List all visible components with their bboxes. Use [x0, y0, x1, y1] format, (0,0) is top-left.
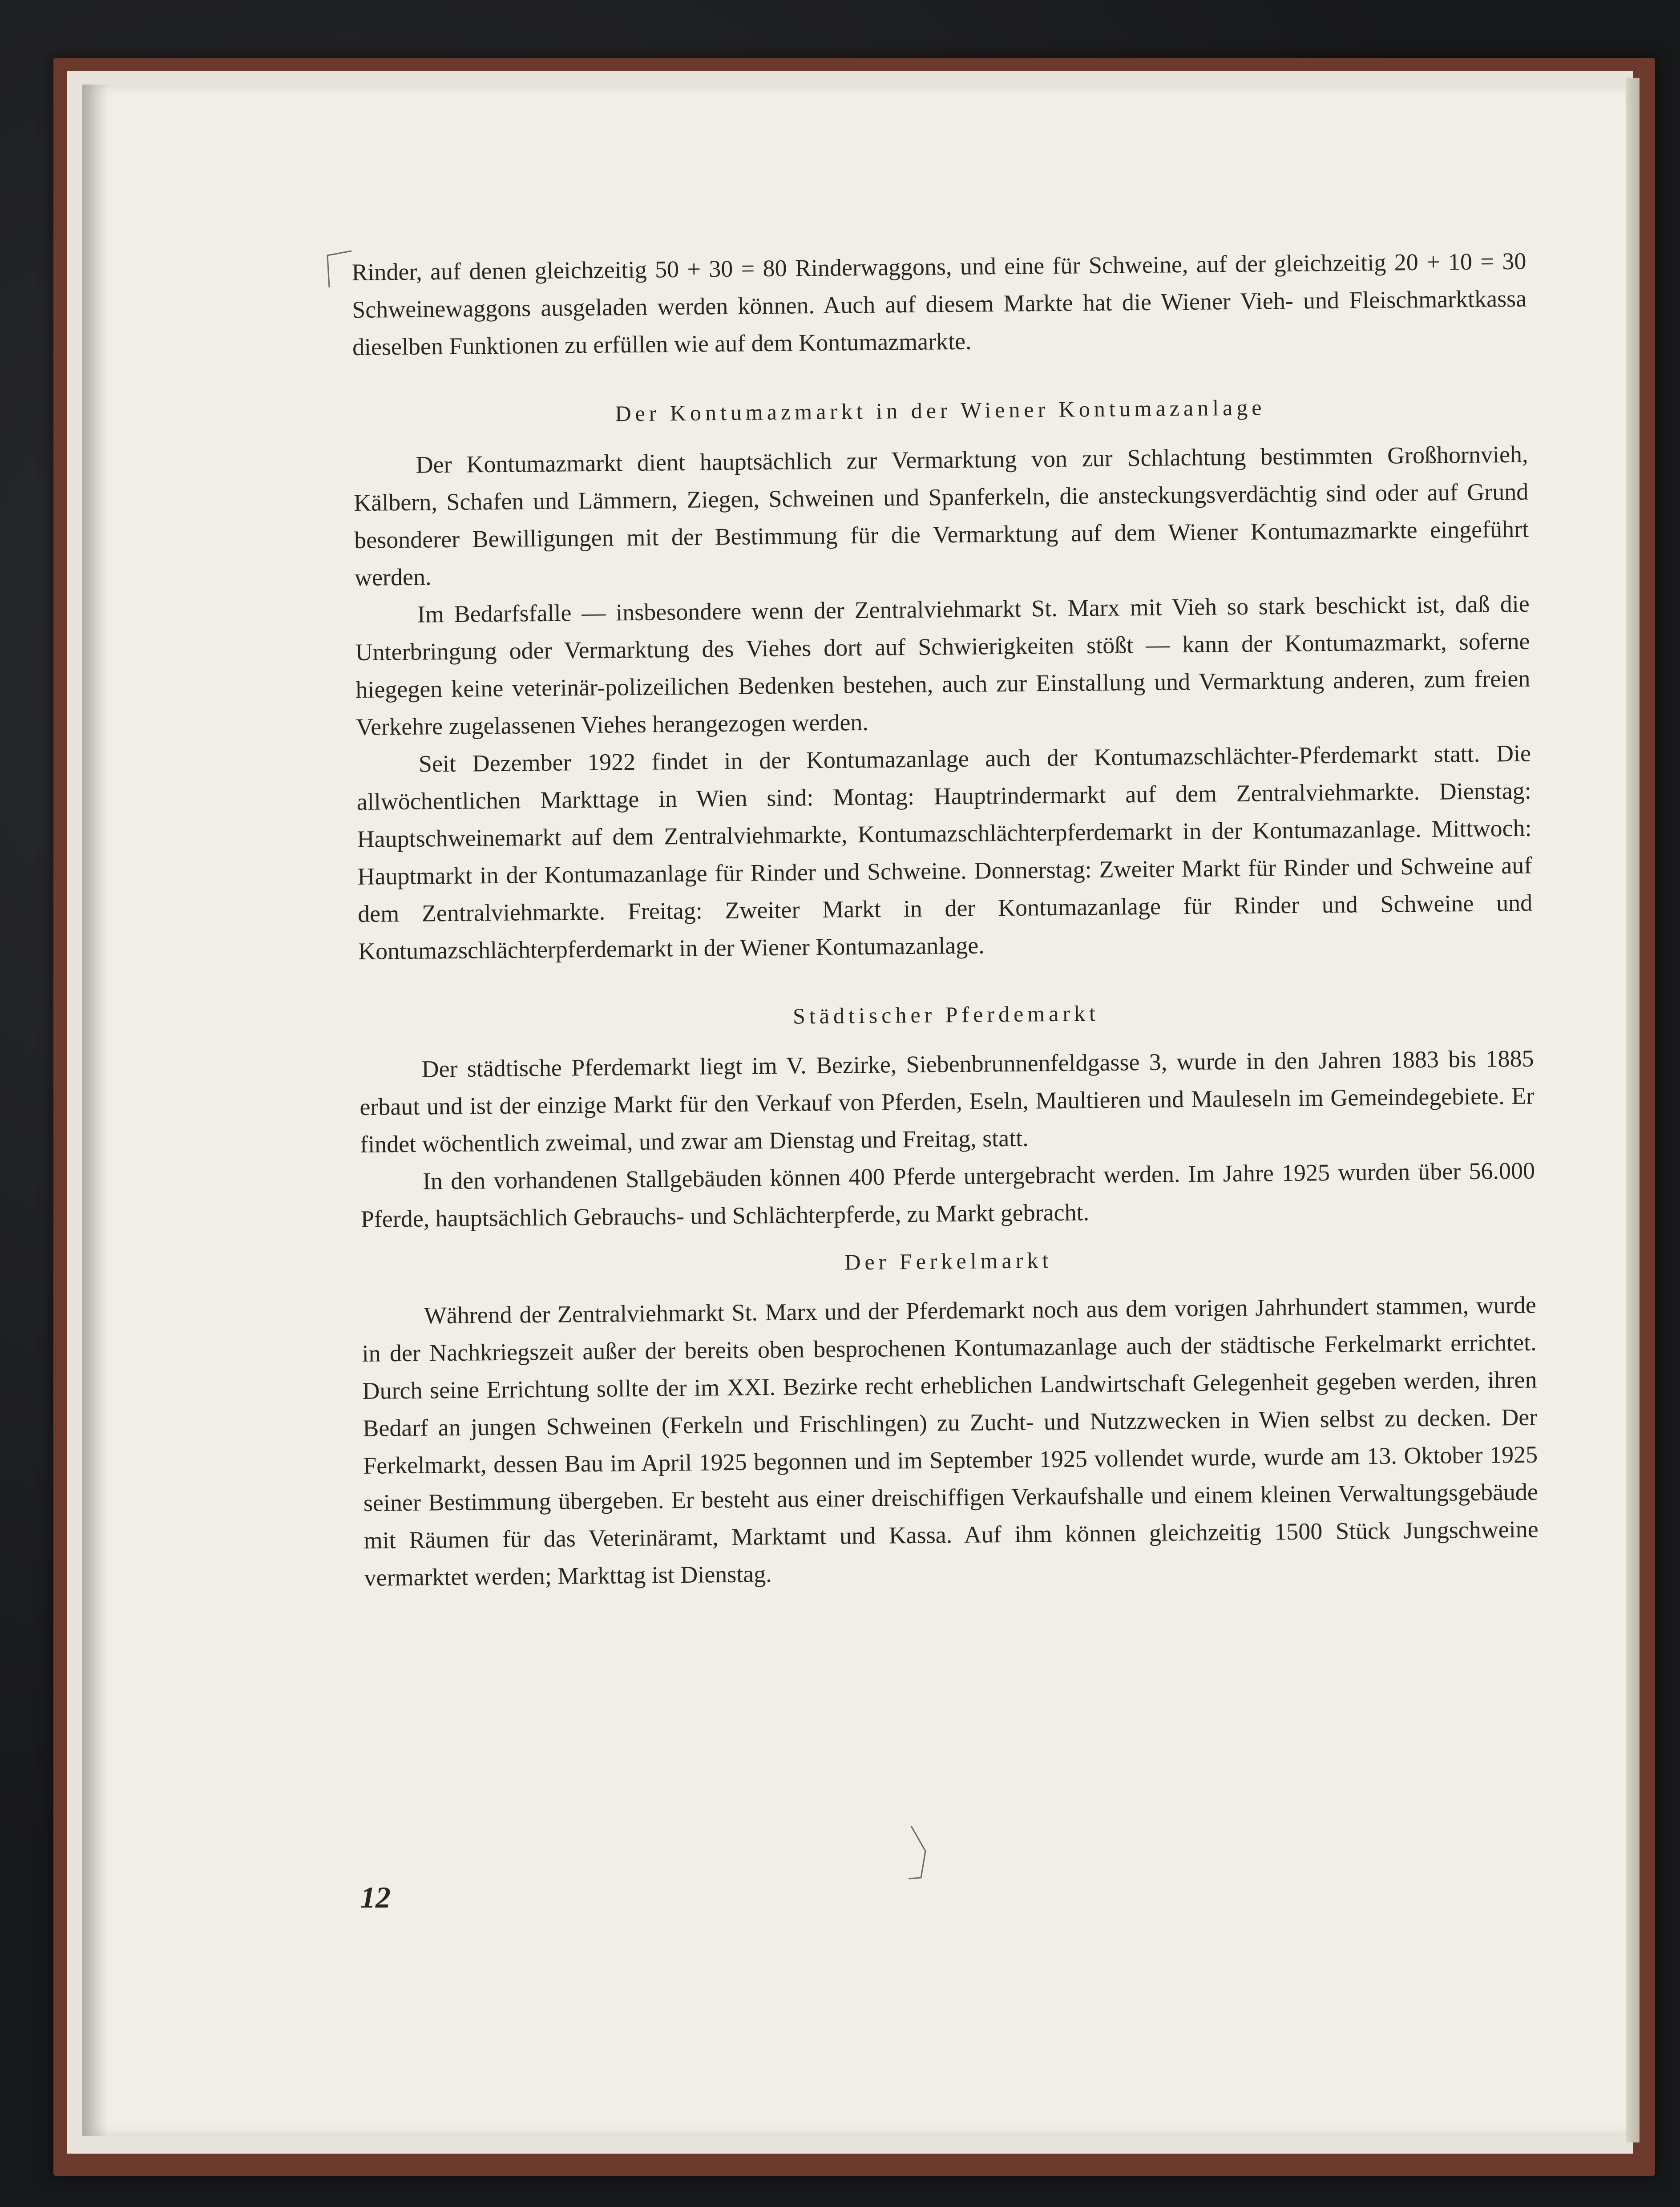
- paragraph: Während der Zentralviehmarkt St. Marx und der Pferdemarkt noch aus dem vorigen Jahrhundert stammen, wurde in der Nachkriegszeit außer der bereits oben besprochenen Kontumazanlage auch der städtische Ferkelmarkt errichtet. Durch seine Errichtung sollte der im XXI. Bezirke recht erheblichen Landwirtschaft Gelegenheit gegeben werden, ihren Bedarf an jungen Schweinen (Ferkeln und Frischlingen) zu Zucht- und Nutzzwecken in Wien selbst zu decken. Der Ferkelmarkt, dessen Bau im April 1925 begonnen und im September 1925 vollendet wurde, wurde am 13. Oktober 1925 seiner Bestimmung übergeben. Er besteht aus einer dreischiffigen Verkaufshalle und einem kleinen Verwaltungsgebäude mit Räumen für das Veterinäramt, Marktamt und Kassa. Auf ihm können gleichzeitig 1500 Stück Jungschweine vermarktet werden; Markttag ist Dienstag.: [362, 1291, 1539, 1591]
- gutter-shadow: [82, 85, 109, 2136]
- paragraph: Seit Dezember 1922 findet in der Kontumazanlage auch der Kontumazschlächter-Pferdemarkt statt. Die allwöchentlichen Markttage in Wien sind: Montag: Hauptrindermarkt auf dem Zentralviehmarkte. Dienstag: Hauptschweinemarkt auf dem Zentralviehmarkte, Kontumazschlächterpferdemarkt in der Kontumazanlage. Mittwoch: Hauptmarkt in der Kontumazanlage für Rinder und Schweine. Donnerstag: Zweiter Markt für Rinder und Schweine auf dem Zentralviehmarkte. Freitag: Zweiter Markt in der Kontumazanlage für Rinder und Schweine und Kontumazschlächterpferdemarkt in der Wiener Kontumazanlage.: [356, 740, 1533, 965]
- page-edge: [1626, 78, 1640, 2142]
- section-heading-pferdemarkt: Städtischer Pferdemarkt: [792, 1000, 1100, 1029]
- paragraph: Der Kontumazmarkt dient hauptsächlich zur Vermarktung von zur Schlachtung bestimmten Großhornvieh, Kälbern, Schafen und Lämmern, Ziegen, Schweinen und Spanferkeln, die ansteckungsverdächtig sind oder auf Grund besonderer Bewilligungen mit der Bestimmung für die Vermarktung auf dem Wiener Kontumazmarkte eingeführt werden.: [354, 441, 1529, 591]
- paragraph: Im Bedarfsfalle — insbesondere wenn der Zentralviehmarkt St. Marx mit Vieh so stark beschickt ist, daß die Unterbringung oder Vermarktung des Viehes dort auf Schwierigkeiten stößt — kann der Kontumazmarkt, soferne hiegegen keine veterinär-polizeilichen Bedenken bestehen, auch zur Einstallung und Vermarktung anderen, zum freien Verkehre zugelassenen Viehes herangezogen werden.: [355, 590, 1531, 740]
- pencil-bracket-end: [908, 1824, 939, 1882]
- page-number: 12: [360, 1880, 391, 1914]
- section-heading-kontumazmarkt: Der Kontumazmarkt in der Wiener Kontumazanlage: [615, 395, 1266, 426]
- paragraph: Der städtische Pferdemarkt liegt im V. Bezirke, Siebenbrunnenfeldgasse 3, wurde in den Jahren 1883 bis 1885 erbaut und ist der einzige Markt für den Verkauf von Pferden, Eseln, Maultieren und Mauleseln im Gemeindegebiete. Er findet wöchentlich zweimal, und zwar am Dienstag und Freitag, statt.: [359, 1045, 1535, 1158]
- paragraph: In den vorhandenen Stallgebäuden können 400 Pferde untergebracht werden. Im Jahre 1925 wurden über 56.000 Pferde, hauptsächlich Gebrauchs- und Schlächterpferde, zu Markt gebracht.: [360, 1157, 1535, 1233]
- section-heading-ferkelmarkt: Der Ferkelmarkt: [844, 1247, 1053, 1275]
- intro-paragraph: Rinder, auf denen gleichzeitig 50 + 30 = 80 Rinderwaggons, und eine für Schweine, auf der gleichzeitig 20 + 10 = 30 Schweinewaggons ausgeladen werden können. Auch auf diesem Markte hat die Wiener Vieh- und Fleischmarktkassa dieselben Funktionen zu erfüllen wie auf dem Kontumazmarkte.: [351, 247, 1527, 360]
- page-text: [351, 243, 1539, 1597]
